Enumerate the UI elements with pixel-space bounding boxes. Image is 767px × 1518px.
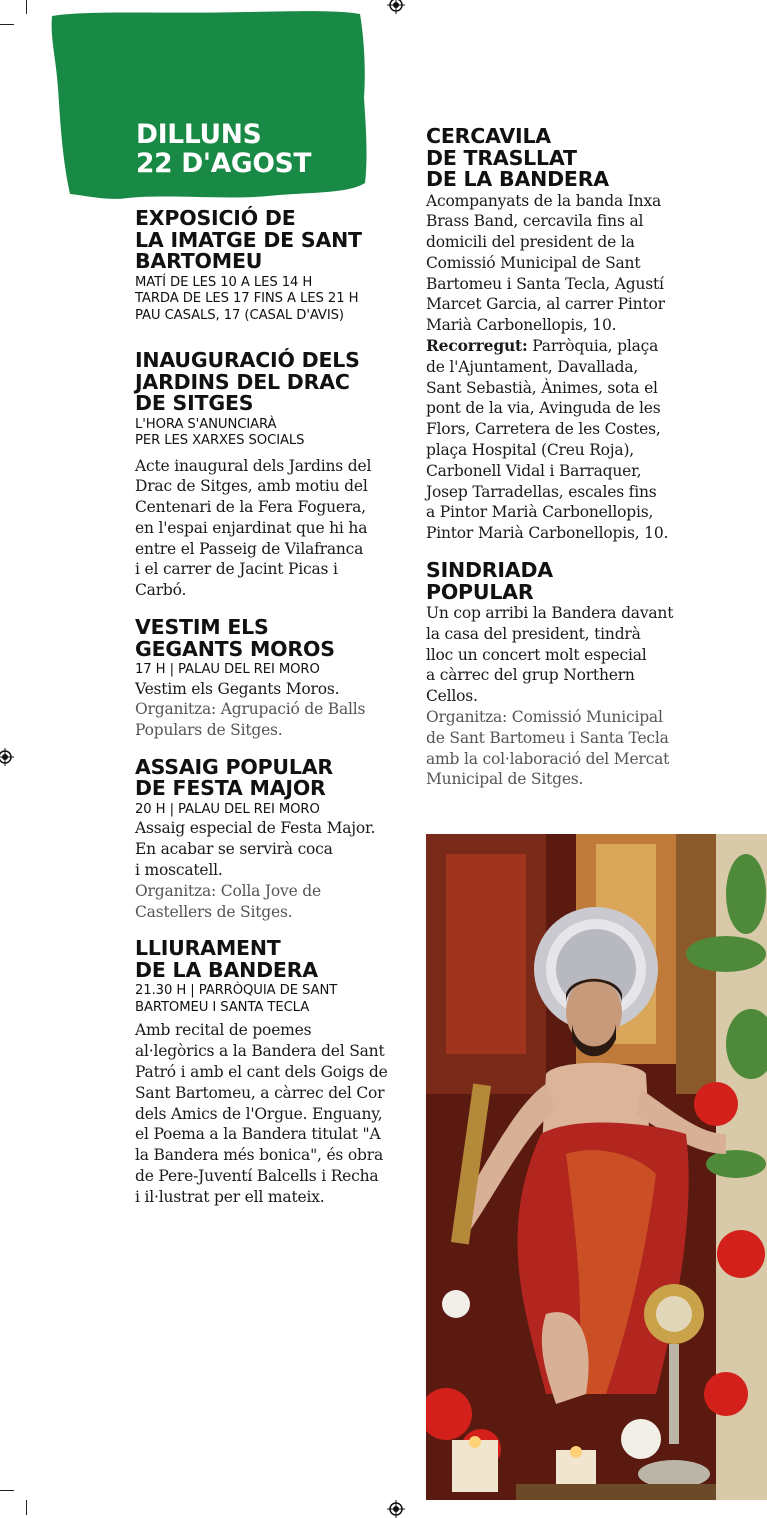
event-description: Amb recital de poemes al·legòrics a la Bandera del Sant Patró i amb el cant dels Goigs de Sant Bartomeu, a càrrec del Cor dels Amics de l'Orgue. Enguany, el Poema a la Bandera titulat "A la Bandera més bonica", és obra de Pere-Juventí Balcells i Recha i il·lustrat per ell mateix.	[135, 1021, 388, 1206]
event-description: Acte inaugural dels Jardins del Drac de Sitges, amb motiu del Centenari de la Fera Foguera, en l'espai enjardinat que hi ha entre el Passeig de Vilafranca i el carrer de Jacint Picas i Carbó.	[135, 456, 372, 600]
event-description: Un cop arribi la Bandera davant la casa del president, tindrà lloc un concert molt especial a càrrec del grup Northern Cellos.	[426, 604, 674, 706]
registration-mark-icon	[387, 1500, 405, 1518]
event-description: Vestim els Gegants Moros.	[135, 679, 340, 698]
event-organizer: Organitza: Colla Jove de Castellers de Sitges.	[135, 881, 321, 921]
date-heading-day: DILLUNS	[136, 119, 262, 150]
statue-illustration	[426, 834, 767, 1500]
event-title: LLIURAMENT DE LA BANDERA	[135, 936, 318, 982]
event-assaig	[135, 754, 407, 922]
event-title: SINDRIADA POPULAR	[426, 558, 553, 604]
right-column	[426, 126, 716, 806]
event-title: VESTIM ELS GEGANTS MOROS	[135, 615, 335, 661]
route-text: Parròquia, plaça de l'Ajuntament, Davallada, Sant Sebastià, Ànimes, sota el pont de la via, Avinguda de les Flors, Carretera de les Costes, plaça Hospital (Creu Roja), Carbonell Vidal i Barraquer, Josep Tarradellas, escales fins a Pintor Marià Carbonellopis, Pintor Marià Carbonellopis, 10.	[426, 337, 669, 543]
date-heading-date: 22 D'AGOST	[136, 148, 312, 179]
event-vestim	[135, 617, 407, 741]
event-cercavila	[426, 126, 716, 544]
event-lliurament	[135, 938, 407, 1207]
event-title: EXPOSICIÓ DE LA IMATGE DE SANT BARTOMEU	[135, 206, 362, 273]
date-heading	[136, 120, 376, 178]
route-label: Recorregut:	[426, 336, 528, 356]
event-description: Acompanyats de la banda Inxa Brass Band, cercavila fins al domicili del president de la Comissió Municipal de Sant Bartomeu i Santa Tecla, Agustí Marcet Garcia, al carrer Pintor Marià Carbonellopis, 10.	[426, 191, 665, 335]
crop-mark	[26, 0, 27, 14]
event-description: Assaig especial de Festa Major. En acabar se servirà coca i moscatell.	[135, 819, 376, 880]
event-route	[426, 336, 716, 544]
event-meta: 20 H | PALAU DEL REI MORO	[135, 801, 320, 817]
event-meta: 17 H | PALAU DEL REI MORO	[135, 662, 320, 678]
event-meta: MATÍ DE LES 10 A LES 14 H TARDA DE LES 17 FINS A LES 21 H PAU CASALS, 17 (CASAL D'AVIS)	[135, 274, 359, 323]
event-exposicio	[135, 208, 407, 324]
registration-mark-icon	[387, 0, 405, 14]
event-title: ASSAIG POPULAR DE FESTA MAJOR	[135, 754, 333, 801]
event-meta: 21.30 H | PARRÒQUIA DE SANT BARTOMEU I SANTA TECLA	[135, 983, 338, 1015]
event-title: CERCAVILA DE TRASLLAT DE LA BANDERA	[426, 124, 609, 191]
crop-mark	[0, 24, 14, 25]
event-inauguracio	[135, 350, 407, 601]
registration-mark-icon	[0, 748, 14, 766]
event-title: INAUGURACIÓ DELS JARDINS DEL DRAC DE SITGES	[135, 348, 360, 415]
saint-statue-photo	[426, 834, 767, 1500]
event-sindriada	[426, 560, 716, 790]
left-column	[135, 208, 407, 1224]
event-meta: L'HORA S'ANUNCIARÀ PER LES XARXES SOCIALS	[135, 416, 305, 448]
crop-mark	[26, 1500, 27, 1515]
crop-mark	[0, 1490, 14, 1491]
event-organizer: Organitza: Comissió Municipal de Sant Bartomeu i Santa Tecla amb la col·laboració del Mercat Municipal de Sitges.	[426, 708, 670, 789]
event-organizer: Organitza: Agrupació de Balls Populars de Sitges.	[135, 700, 366, 740]
